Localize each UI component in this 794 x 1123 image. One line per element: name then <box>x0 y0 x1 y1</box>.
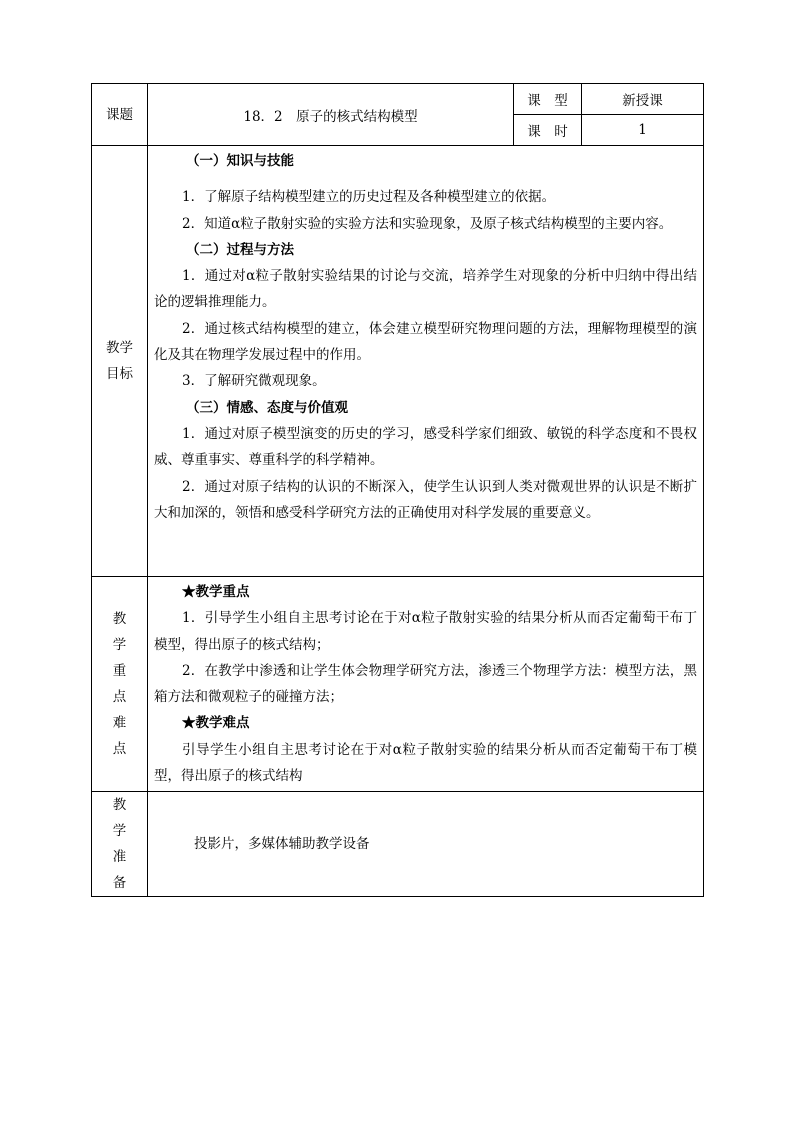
preparation-label <box>92 792 148 897</box>
section-heading-process: （二）过程与方法 <box>186 241 294 258</box>
difficulty-paragraph: 引导学生小组自主思考讨论在于对α粒子散射实验的结果分析从而否定葡萄干布丁模型，得出原子的核式结构 <box>154 741 697 785</box>
topic-label: 课题 <box>92 84 148 146</box>
topic-title: 18．2 原子的核式结构模型 <box>148 84 514 146</box>
objective-paragraph: 2．通过核式结构模型的建立，体会建立模型研究物理问题的方法，理解物理模型的演化及其在物理学发展过程中的作用。 <box>154 320 697 364</box>
objective-paragraph: 3．了解研究微观现象。 <box>182 373 326 390</box>
focus-paragraph: 2．在教学中渗透和让学生体会物理学研究方法，渗透三个物理学方法：模型方法，黑箱方法和微观粒子的碰撞方法； <box>154 662 697 706</box>
objectives-label-line1: 教学 <box>106 340 133 356</box>
objectives-content <box>148 146 704 577</box>
lesson-plan-table <box>91 83 704 897</box>
objective-paragraph: 1．了解原子结构模型建立的历史过程及各种模型建立的依据。 <box>182 189 556 206</box>
keypoints-label-line1: 教学 <box>112 611 139 654</box>
objective-paragraph: 2．知道α粒子散射实验的实验方法和实验现象，及原子核式结构模型的主要内容。 <box>182 215 673 232</box>
lesson-type-label: 课 型 <box>514 84 582 115</box>
lesson-hours-label: 课 时 <box>514 115 582 146</box>
preparation-label-line2: 准备 <box>112 849 139 892</box>
preparation-text: 投影片，多媒体辅助教学设备 <box>194 836 370 853</box>
preparation-content <box>148 792 704 897</box>
focus-heading: ★教学重点 <box>182 584 250 600</box>
objective-paragraph: 2．通过对原子结构的认识的不断深入，使学生认识到人类对微观世界的认识是不断扩大和加深的，领悟和感受科学研究方法的正确使用对科学发展的重要意义。 <box>154 478 697 521</box>
keypoints-label <box>92 577 148 792</box>
difficulty-heading: ★教学难点 <box>182 715 250 732</box>
lesson-type-value: 新授课 <box>582 84 704 115</box>
keypoints-label-line3: 难点 <box>112 715 139 758</box>
objective-paragraph: 1．通过对原子模型演变的历史的学习，感受科学家们细致、敏锐的科学态度和不畏权威、尊重事实、尊重科学的科学精神。 <box>154 425 697 469</box>
objectives-label-line2: 目标 <box>106 366 133 382</box>
section-heading-attitude: （三）情感、态度与价值观 <box>186 399 348 416</box>
keypoints-content <box>148 577 704 792</box>
objectives-label <box>92 146 148 577</box>
section-heading-knowledge: （一）知识与技能 <box>186 153 294 169</box>
preparation-label-line1: 教学 <box>112 797 139 840</box>
lesson-hours-value: 1 <box>582 115 704 146</box>
objective-paragraph: 1．通过对α粒子散射实验结果的讨论与交流，培养学生对现象的分析中归纳中得出结论的逻辑推理能力。 <box>154 268 697 311</box>
keypoints-label-line2: 重点 <box>112 663 139 706</box>
focus-paragraph: 1．引导学生小组自主思考讨论在于对α粒子散射实验的结果分析从而否定葡萄干布丁模型，得出原子的核式结构； <box>154 610 697 653</box>
